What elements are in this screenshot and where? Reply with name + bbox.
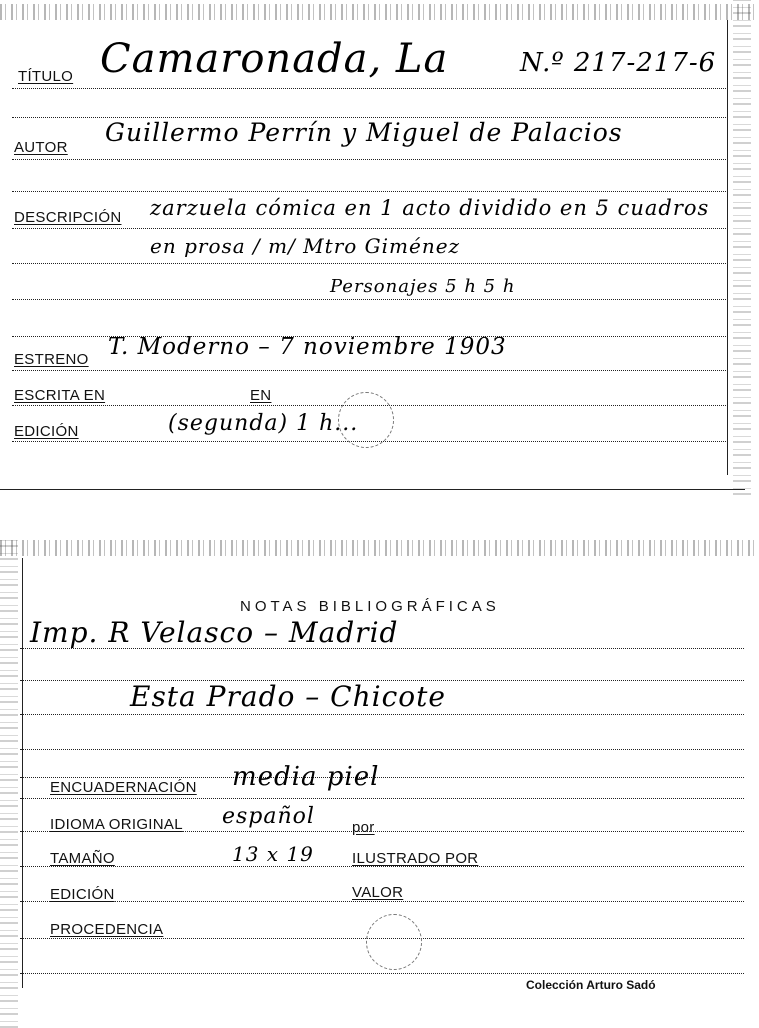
label-procedencia: PROCEDENCIA <box>50 921 164 938</box>
rule <box>12 88 728 89</box>
card-bottom-edge <box>0 489 745 490</box>
label-en: EN <box>250 387 272 404</box>
torn-edge <box>0 540 759 556</box>
label-idioma: IDIOMA ORIGINAL <box>50 816 183 833</box>
torn-edge <box>0 4 759 20</box>
label-estreno: ESTRENO <box>14 351 89 368</box>
card-border-left <box>22 558 23 988</box>
value-encuadernacion: media piel <box>232 762 380 792</box>
rule <box>20 714 744 715</box>
punch-hole <box>366 914 422 970</box>
value-tamano: 13 x 19 <box>232 842 314 866</box>
value-autor: Guillermo Perrín y Miguel de Palacios <box>105 118 623 147</box>
rule <box>12 263 728 264</box>
rule <box>12 159 728 160</box>
rule <box>12 370 728 371</box>
rule <box>20 798 744 799</box>
catalog-card-top <box>0 0 759 495</box>
label-ilustrado: ILUSTRADO POR <box>352 850 479 867</box>
rule <box>12 228 728 229</box>
catalog-card-bottom <box>0 536 759 1028</box>
value-descripcion-1: zarzuela cómica en 1 acto dividido en 5 cuadros <box>150 196 710 220</box>
punch-hole <box>338 392 394 448</box>
rule <box>12 191 728 192</box>
label-edicion: EDICIÓN <box>50 886 115 903</box>
notes-heading: NOTAS BIBLIOGRÁFICAS <box>240 598 500 615</box>
right-edge <box>733 0 751 495</box>
note-line-1: Imp. R Velasco – Madrid <box>30 616 399 649</box>
value-titulo: Camaronada, La <box>100 36 449 82</box>
label-descripcion: DESCRIPCIÓN <box>14 209 122 226</box>
label-encuadernacion: ENCUADERNACIÓN <box>50 779 197 796</box>
value-descripcion-2: en prosa / m/ Mtro Giménez <box>150 234 461 258</box>
label-titulo: TÍTULO <box>18 68 74 85</box>
rule <box>20 973 744 974</box>
value-estreno: T. Moderno – 7 noviembre 1903 <box>108 334 507 360</box>
collection-footer: Colección Arturo Sadó <box>526 978 656 992</box>
value-descripcion-3: Personajes 5 h 5 h <box>330 276 516 297</box>
left-edge <box>0 536 18 1028</box>
rule <box>12 299 728 300</box>
note-line-2: Esta Prado – Chicote <box>130 680 446 713</box>
label-valor: VALOR <box>352 884 404 901</box>
label-por: por <box>352 819 375 836</box>
label-tamano: TAMAÑO <box>50 850 115 867</box>
value-edicion: (segunda) 1 h... <box>168 411 359 436</box>
rule <box>20 901 744 902</box>
label-autor: AUTOR <box>14 139 68 156</box>
rule <box>20 777 744 778</box>
label-edicion: EDICIÓN <box>14 423 79 440</box>
value-idioma: español <box>222 804 315 829</box>
label-escrita-en: ESCRITA EN <box>14 387 106 404</box>
value-numero: N.º 217-217-6 <box>520 48 717 78</box>
rule <box>20 749 744 750</box>
